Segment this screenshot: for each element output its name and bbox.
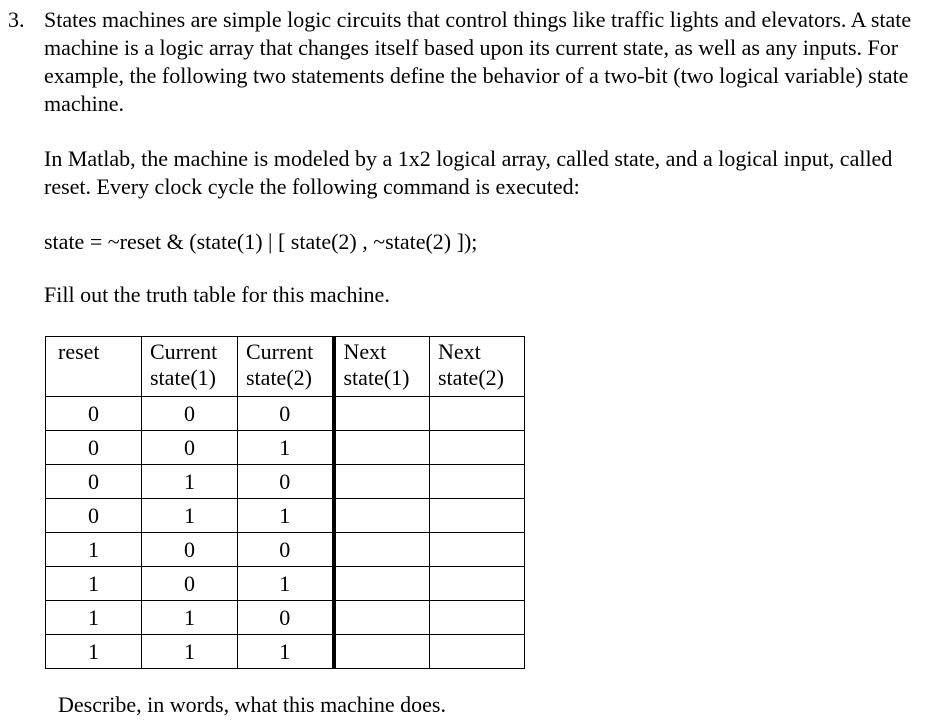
cell-next-state2[interactable]	[430, 499, 525, 533]
cell-current-state1: 0	[142, 533, 238, 567]
table-row	[46, 601, 525, 635]
header-current-state1-top: Current	[150, 339, 218, 364]
cell-current-state1: 0	[142, 431, 238, 465]
truth-table-header-row	[46, 337, 525, 397]
header-next-state2	[430, 337, 525, 397]
cell-current-state1: 1	[142, 499, 238, 533]
matlab-description: In Matlab, the machine is modeled by a 1x2 logical array, called state, and a logical input, called reset. Every clock cycle the following command is executed:	[44, 146, 893, 199]
cell-reset: 0	[46, 499, 142, 533]
cell-current-state1: 0	[142, 567, 238, 601]
cell-current-state1: 1	[142, 465, 238, 499]
cell-reset: 1	[46, 533, 142, 567]
table-row	[46, 499, 525, 533]
cell-reset: 1	[46, 635, 142, 669]
header-current-state2	[238, 337, 334, 397]
truth-table	[45, 336, 525, 669]
table-row	[46, 635, 525, 669]
cell-current-state2: 1	[238, 567, 334, 601]
cell-next-state2[interactable]	[430, 465, 525, 499]
cell-next-state1[interactable]	[334, 533, 430, 567]
cell-reset: 1	[46, 567, 142, 601]
question-number: 3.	[8, 7, 25, 32]
cell-current-state1: 1	[142, 635, 238, 669]
cell-next-state2[interactable]	[430, 567, 525, 601]
cell-reset: 1	[46, 601, 142, 635]
cell-current-state2: 1	[238, 635, 334, 669]
cell-next-state1[interactable]	[334, 397, 430, 431]
cell-current-state2: 0	[238, 601, 334, 635]
cell-next-state1[interactable]	[334, 567, 430, 601]
cell-reset: 0	[46, 431, 142, 465]
cell-next-state2[interactable]	[430, 397, 525, 431]
cell-current-state2: 1	[238, 431, 334, 465]
cell-current-state2: 0	[238, 465, 334, 499]
header-current-state1	[142, 337, 238, 397]
cell-current-state2: 1	[238, 499, 334, 533]
table-row	[46, 397, 525, 431]
cell-reset: 0	[46, 465, 142, 499]
cell-current-state2: 0	[238, 397, 334, 431]
header-current-state2-top: Current	[246, 339, 314, 364]
cell-next-state1[interactable]	[334, 601, 430, 635]
header-reset: reset	[46, 337, 142, 397]
cell-next-state2[interactable]	[430, 601, 525, 635]
header-next-state1	[334, 337, 430, 397]
cell-current-state1: 1	[142, 601, 238, 635]
cell-next-state1[interactable]	[334, 635, 430, 669]
header-next-state1-top: Next	[343, 339, 387, 364]
header-next-state1-bottom: state(1)	[343, 365, 410, 390]
table-row	[46, 567, 525, 601]
header-current-state1-bottom: state(1)	[150, 365, 216, 390]
matlab-command: state = ~reset & (state(1) | [ state(2) , ~state(2) ]);	[44, 229, 478, 254]
describe-question: Describe, in words, what this machine does.	[58, 692, 446, 717]
header-current-state2-bottom: state(2)	[246, 365, 312, 390]
instruction: Fill out the truth table for this machine.	[44, 282, 390, 307]
cell-current-state2: 0	[238, 533, 334, 567]
cell-next-state1[interactable]	[334, 465, 430, 499]
cell-next-state1[interactable]	[334, 431, 430, 465]
header-next-state2-top: Next	[438, 339, 481, 364]
table-row	[46, 465, 525, 499]
header-next-state2-bottom: state(2)	[438, 365, 504, 390]
cell-next-state2[interactable]	[430, 533, 525, 567]
table-row	[46, 431, 525, 465]
table-row	[46, 533, 525, 567]
question-intro: States machines are simple logic circuits that control things like traffic lights and elevators. A state machine is a logic array that changes itself based upon its current state, as well as any inputs. For example, the following two statements define the behavior of a two-bit (two logical variable) state machine.	[44, 7, 912, 116]
cell-reset: 0	[46, 397, 142, 431]
cell-next-state2[interactable]	[430, 431, 525, 465]
cell-next-state2[interactable]	[430, 635, 525, 669]
cell-next-state1[interactable]	[334, 499, 430, 533]
cell-current-state1: 0	[142, 397, 238, 431]
